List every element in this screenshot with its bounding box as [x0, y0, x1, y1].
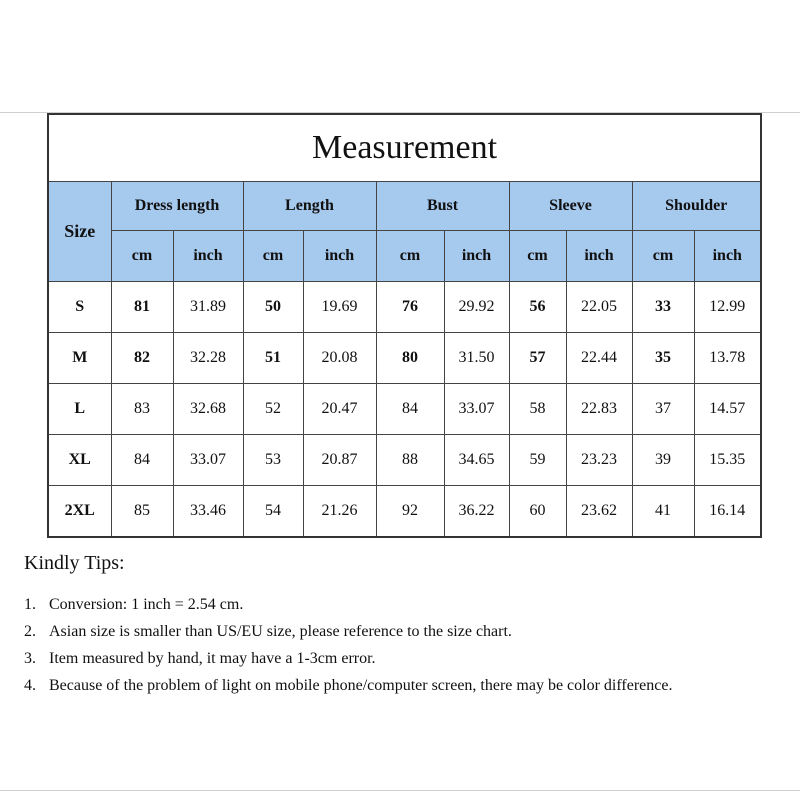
- inch-value-cell: 12.99: [694, 282, 761, 333]
- cm-value-cell: 37: [632, 384, 694, 435]
- unit-header: cm: [111, 231, 173, 282]
- tip-number: 3.: [24, 650, 36, 667]
- cm-value-cell: 50: [243, 282, 303, 333]
- inch-value-cell: 20.87: [303, 435, 376, 486]
- inch-value-cell: 36.22: [444, 486, 509, 538]
- size-cell: XL: [48, 435, 111, 486]
- group-header-bust: Bust: [376, 182, 509, 231]
- inch-value-cell: 32.68: [173, 384, 243, 435]
- inch-value-cell: 29.92: [444, 282, 509, 333]
- inch-value-cell: 23.62: [566, 486, 632, 538]
- inch-value-cell: 13.78: [694, 333, 761, 384]
- group-header-shoulder: Shoulder: [632, 182, 761, 231]
- unit-header: cm: [243, 231, 303, 282]
- tips-list: [24, 591, 724, 699]
- unit-header: cm: [632, 231, 694, 282]
- size-header: Size: [48, 182, 111, 282]
- group-header-sleeve: Sleeve: [509, 182, 632, 231]
- unit-header: cm: [376, 231, 444, 282]
- cm-value-cell: 51: [243, 333, 303, 384]
- cm-value-cell: 58: [509, 384, 566, 435]
- size-chart-table: [47, 113, 762, 538]
- unit-header: inch: [173, 231, 243, 282]
- unit-header: inch: [303, 231, 376, 282]
- inch-value-cell: 21.26: [303, 486, 376, 538]
- inch-value-cell: 22.05: [566, 282, 632, 333]
- cm-value-cell: 56: [509, 282, 566, 333]
- size-cell: 2XL: [48, 486, 111, 538]
- cm-value-cell: 59: [509, 435, 566, 486]
- cm-value-cell: 92: [376, 486, 444, 538]
- cm-value-cell: 57: [509, 333, 566, 384]
- tip-item: [24, 645, 724, 672]
- table-row: [48, 384, 761, 435]
- inch-value-cell: 22.44: [566, 333, 632, 384]
- cm-value-cell: 53: [243, 435, 303, 486]
- tips-heading: Kindly Tips:: [24, 552, 125, 574]
- tip-item: [24, 591, 724, 618]
- tip-number: 2.: [24, 623, 36, 640]
- inch-value-cell: 22.83: [566, 384, 632, 435]
- table-row: [48, 333, 761, 384]
- tip-text: Because of the problem of light on mobile phone/computer screen, there may be color difference.: [49, 677, 673, 694]
- inch-value-cell: 32.28: [173, 333, 243, 384]
- tip-item: [24, 672, 724, 699]
- inch-value-cell: 33.07: [173, 435, 243, 486]
- tip-text: Conversion: 1 inch = 2.54 cm.: [49, 596, 244, 613]
- inch-value-cell: 34.65: [444, 435, 509, 486]
- inch-value-cell: 23.23: [566, 435, 632, 486]
- cm-value-cell: 84: [376, 384, 444, 435]
- cm-value-cell: 80: [376, 333, 444, 384]
- tip-number: 4.: [24, 677, 36, 694]
- cm-value-cell: 85: [111, 486, 173, 538]
- cm-value-cell: 84: [111, 435, 173, 486]
- cm-value-cell: 35: [632, 333, 694, 384]
- group-header-length: Length: [243, 182, 376, 231]
- cm-value-cell: 83: [111, 384, 173, 435]
- unit-header: inch: [566, 231, 632, 282]
- cm-value-cell: 52: [243, 384, 303, 435]
- unit-header: inch: [444, 231, 509, 282]
- cm-value-cell: 33: [632, 282, 694, 333]
- size-cell: M: [48, 333, 111, 384]
- table-row: [48, 435, 761, 486]
- cm-value-cell: 82: [111, 333, 173, 384]
- inch-value-cell: 20.08: [303, 333, 376, 384]
- inch-value-cell: 16.14: [694, 486, 761, 538]
- inch-value-cell: 20.47: [303, 384, 376, 435]
- inch-value-cell: 14.57: [694, 384, 761, 435]
- table-row: [48, 486, 761, 538]
- cm-value-cell: 81: [111, 282, 173, 333]
- group-header-dress-length: Dress length: [111, 182, 243, 231]
- cm-value-cell: 60: [509, 486, 566, 538]
- inch-value-cell: 33.46: [173, 486, 243, 538]
- bottom-divider: [0, 790, 800, 791]
- tip-text: Item measured by hand, it may have a 1-3cm error.: [49, 650, 376, 667]
- tip-number: 1.: [24, 596, 36, 613]
- table-title: Measurement: [48, 114, 761, 182]
- inch-value-cell: 19.69: [303, 282, 376, 333]
- tip-item: [24, 618, 724, 645]
- tip-text: Asian size is smaller than US/EU size, please reference to the size chart.: [49, 623, 512, 640]
- inch-value-cell: 33.07: [444, 384, 509, 435]
- inch-value-cell: 31.89: [173, 282, 243, 333]
- unit-header: inch: [694, 231, 761, 282]
- cm-value-cell: 41: [632, 486, 694, 538]
- table-row: [48, 282, 761, 333]
- cm-value-cell: 88: [376, 435, 444, 486]
- cm-value-cell: 39: [632, 435, 694, 486]
- cm-value-cell: 54: [243, 486, 303, 538]
- inch-value-cell: 31.50: [444, 333, 509, 384]
- kindly-tips: [24, 552, 724, 699]
- unit-header: cm: [509, 231, 566, 282]
- size-cell: S: [48, 282, 111, 333]
- inch-value-cell: 15.35: [694, 435, 761, 486]
- table-body: [48, 282, 761, 538]
- cm-value-cell: 76: [376, 282, 444, 333]
- size-cell: L: [48, 384, 111, 435]
